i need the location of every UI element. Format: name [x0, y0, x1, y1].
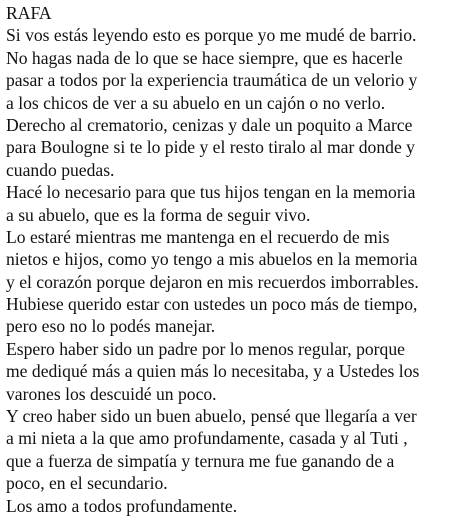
letter-line: Hacé lo necesario para que tus hijos tengan en la memoria: [6, 182, 416, 203]
letter-line: a los chicos de ver a su abuelo en un cajón o no verlo.: [6, 92, 386, 113]
letter-line: varones los descuidé un poco.: [6, 383, 217, 404]
letter-line: pero eso no lo podés manejar.: [6, 316, 216, 337]
letter-line: para Boulogne si te lo pide y el resto tiralo al mar donde y: [6, 137, 415, 158]
letter-line: No hagas nada de lo que se hace siempre, que es hacerle: [6, 47, 403, 68]
letter-closing: Los amo a todos profundamente.: [6, 495, 238, 516]
letter-line: Lo estaré mientras me mantenga en el recuerdo de mis: [6, 226, 390, 247]
letter-line: Y creo haber sido un buen abuelo, pensé que llegaría a ver: [6, 406, 417, 427]
letter-line: Derecho al crematorio, cenizas y dale un poquito a Marce: [6, 114, 413, 135]
letter-line: a su abuelo, que es la forma de seguir vivo.: [6, 204, 311, 225]
letter-line: y el corazón porque dejaron en mis recuerdos imborrables.: [6, 271, 419, 292]
letter-line: Espero haber sido un padre por lo menos regular, porque: [6, 338, 405, 359]
letter-line: Hubiese querido estar con ustedes un poco más de tiempo,: [6, 294, 418, 315]
letter-line: pasar a todos por la experiencia traumática de un velorio y: [6, 70, 418, 91]
letter-line: nietos e hijos, como yo tengo a mis abuelos en la memoria: [6, 249, 418, 270]
letter-line: me dediqué más a quien más lo necesitaba, y a Ustedes los: [6, 361, 420, 382]
letter-heading: RAFA: [6, 3, 52, 23]
letter-line: poco, en el secundario.: [6, 473, 168, 494]
letter-line: que a fuerza de simpatía y ternura me fue ganando de a: [6, 450, 395, 471]
letter-line: cuando puedas.: [6, 159, 115, 180]
letter-line: a mi nieta a la que amo profundamente, casada y al Tuti ,: [6, 428, 408, 449]
letter-line: Si vos estás leyendo esto es porque yo me mudé de barrio.: [6, 25, 417, 46]
